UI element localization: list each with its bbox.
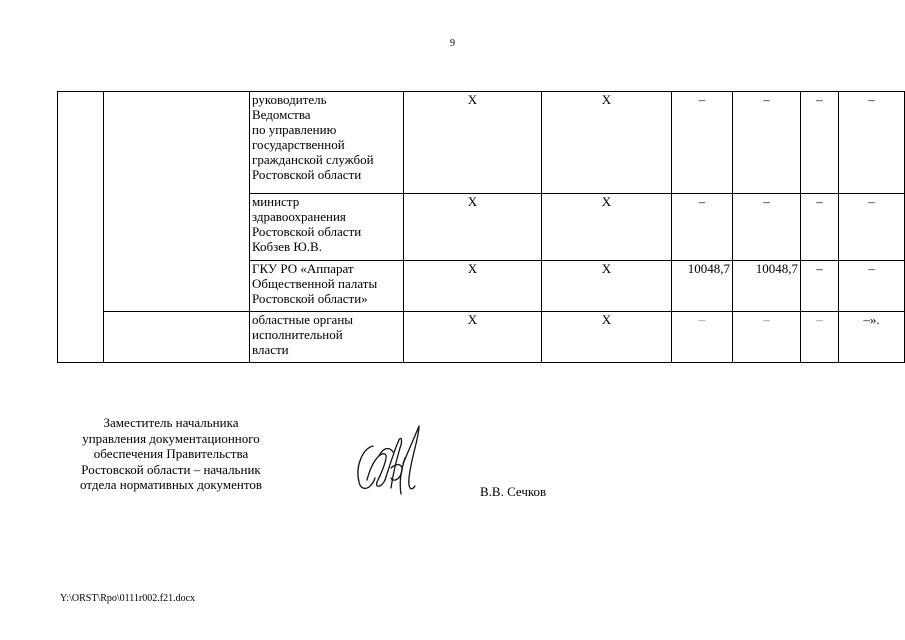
row-name-line: ГКУ РО «Аппарат: [252, 261, 354, 276]
row-name-line: гражданской службой: [252, 152, 374, 167]
position-line: обеспечения Правительства: [93, 446, 249, 461]
row-name-line: Ростовской области: [252, 224, 362, 239]
row-name-cell: [250, 312, 404, 363]
row-name-line: Ростовской области: [252, 167, 362, 182]
row-name-line: Кобзев Ю.В.: [252, 239, 322, 254]
signatory-position: [40, 415, 302, 493]
table-cell: –: [801, 312, 839, 363]
file-path: Y:\ORST\Rpo\0111r002.f21.docx: [60, 593, 196, 604]
position-line: Ростовской области – начальник: [81, 461, 261, 477]
table-cell: –: [839, 261, 905, 312]
table-cell: –: [672, 194, 733, 261]
table-cell: –: [839, 92, 905, 194]
row-name-line: Ростовской области»: [252, 291, 368, 306]
row-name-line: исполнительной: [252, 327, 343, 342]
table-cell: 10048,7: [672, 261, 733, 312]
table-cell: 10048,7: [733, 261, 801, 312]
table-cell: –: [733, 312, 801, 363]
position-line: Заместитель начальника: [103, 415, 239, 430]
row-name-line: министр: [252, 194, 300, 209]
table-cell: –: [733, 194, 801, 261]
table-row: [58, 92, 905, 194]
position-line: отдела нормативных документов: [80, 477, 262, 492]
row-name-line: государственной: [252, 137, 345, 152]
table-cell: –: [801, 194, 839, 261]
table-cell: –: [672, 92, 733, 194]
row-name-line: руководитель: [252, 92, 327, 107]
table-cell: –: [801, 261, 839, 312]
table-cell-empty: [58, 92, 104, 363]
page-number: 9: [450, 38, 455, 49]
signer-name: В.В. Сечков: [480, 484, 547, 499]
data-table: [57, 91, 905, 363]
row-name-cell: [250, 92, 404, 194]
table-cell: Х: [404, 194, 542, 261]
row-name-line: Ведомства: [252, 107, 311, 122]
row-name-line: областные органы: [252, 312, 354, 327]
table-cell: –».: [839, 312, 905, 363]
table-cell: –: [672, 312, 733, 363]
table-cell: Х: [404, 92, 542, 194]
table-cell: –: [839, 194, 905, 261]
table-cell: Х: [542, 194, 672, 261]
table-cell-empty: [104, 92, 250, 312]
table-cell: –: [733, 92, 801, 194]
table-cell: Х: [542, 92, 672, 194]
table-cell: Х: [542, 261, 672, 312]
row-name-line: власти: [252, 342, 289, 357]
row-name-cell: [250, 194, 404, 261]
table-row: [58, 312, 905, 363]
table-cell: Х: [404, 261, 542, 312]
row-name-cell: [250, 261, 404, 312]
table-cell: Х: [542, 312, 672, 363]
position-line: управления документационного: [82, 430, 260, 446]
handwritten-signature: [345, 418, 425, 498]
row-name-line: Общественной палаты: [252, 276, 378, 291]
table-cell-empty: [104, 312, 250, 363]
row-name-line: здравоохранения: [252, 209, 346, 224]
table-cell: Х: [404, 312, 542, 363]
row-name-line: по управлению: [252, 122, 337, 137]
table-cell: –: [801, 92, 839, 194]
